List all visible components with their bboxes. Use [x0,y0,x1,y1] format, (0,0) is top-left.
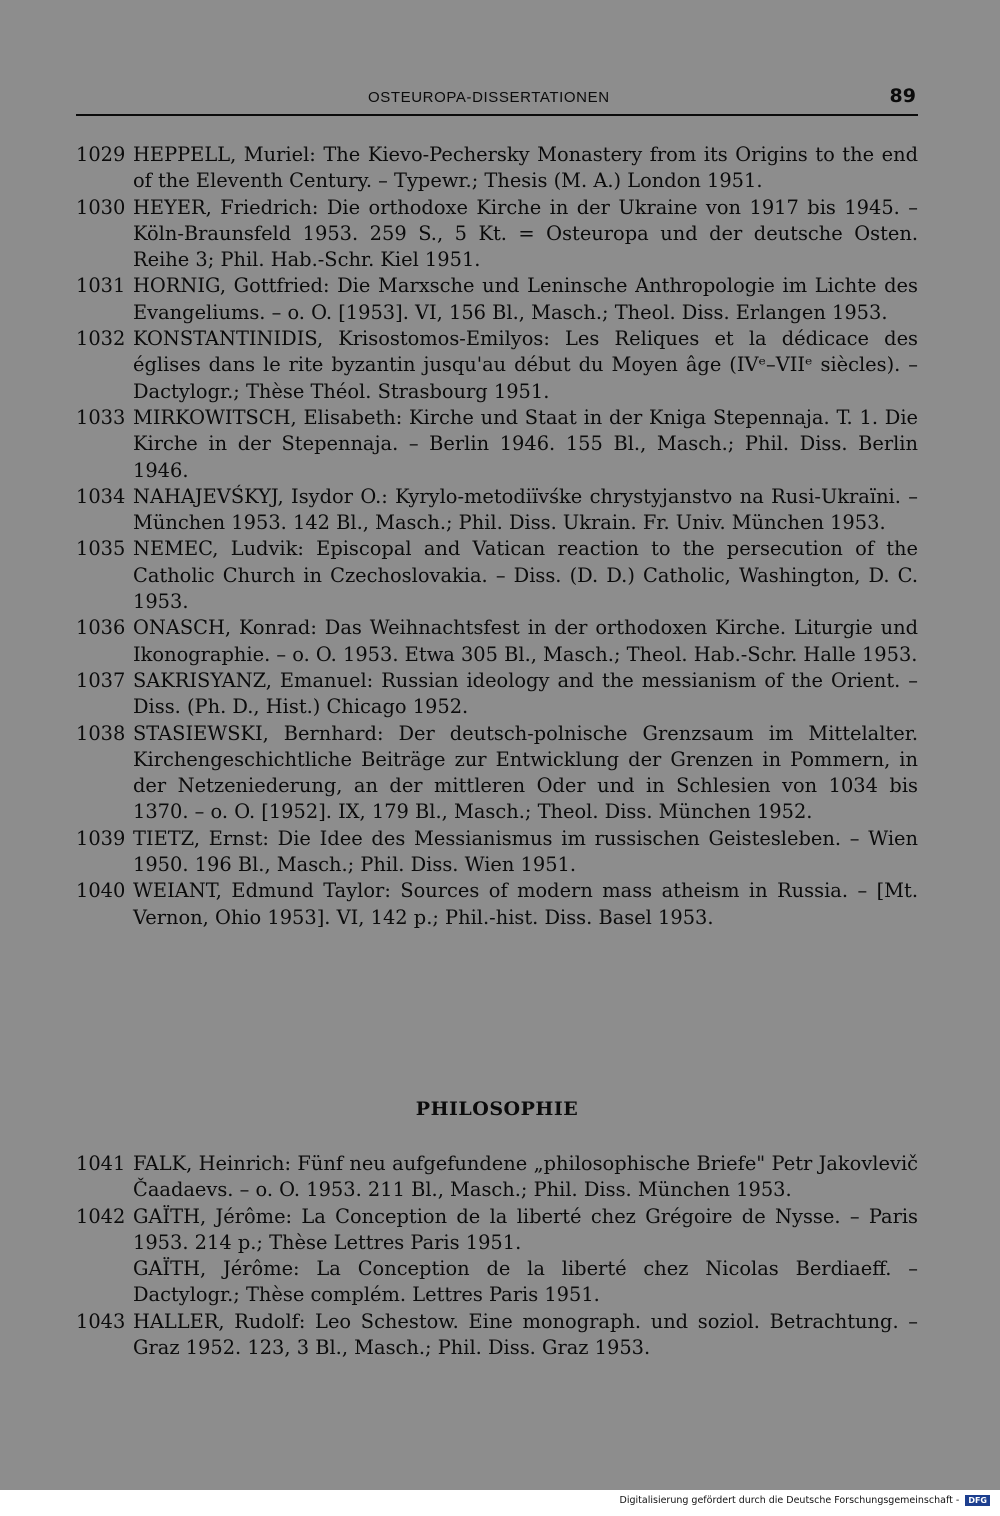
bibliography-entry [76,326,918,405]
bibliography-entry [76,1151,918,1204]
bibliography-entry [76,1204,918,1309]
entry-number: 1039 [76,826,126,850]
entry-number: 1030 [76,195,126,219]
entry-number: 1034 [76,484,126,508]
footer-text: Digitalisierung gefördert durch die Deutsche Forschungsgemeinschaft - [619,1495,960,1506]
philosophy-entry-list [76,1151,918,1361]
entry-text: ONASCH, Konrad: Das Weihnachtsfest in der orthodoxen Kirche. Liturgie und Ikonographie. – o. O. 1953. Etwa 305 Bl., Masch.; Theol. Hab.-Schr. Halle 1953. [133,616,918,666]
entry-number: 1037 [76,668,126,692]
entry-number: 1031 [76,274,126,298]
bibliography-entry [76,878,918,931]
bibliography-entry [76,1309,918,1362]
entry-text: WEIANT, Edmund Taylor: Sources of modern mass atheism in Russia. – [Mt. Vernon, Ohio 1953]. VI, 142 p.; Phil.-hist. Diss. Basel 1953. [133,879,918,929]
bibliography-entry [76,273,918,326]
bibliography-entry [76,142,918,195]
running-head: OSTEUROPA-DISSERTATIONEN [368,89,610,106]
bibliography-entry [76,195,918,274]
digitization-footer [620,1495,990,1506]
bibliography-entry [76,668,918,721]
entry-text: NAHAJEVŚKYJ, Isydor O.: Kyrylo-metodiïvśke chrystyjanstvo na Rusi-Ukraïni. – München 1953. 142 Bl., Masch.; Phil. Diss. Ukrain. Fr. Univ. München 1953. [133,484,918,535]
page-header [76,86,918,116]
entry-number: 1029 [76,143,126,166]
entry-text: FALK, Heinrich: Fünf neu aufgefundene „philosophische Briefe" Petr Jakovlevič Čaadaevs. – o. O. 1953. 211 Bl., Masch.; Phil. Diss. München 1953. [133,1152,918,1202]
entry-text: MIRKOWITSCH, Elisabeth: Kirche und Staat in der Kniga Stepennaja. T. 1. Die Kirche in der Stepennaja. – Berlin 1946. 155 Bl., Masch.; Phil. Diss. Berlin 1946. [133,405,918,482]
entry-number: 1035 [76,537,126,561]
entry-text: SAKRISYANZ, Emanuel: Russian ideology and the messianism of the Orient. – Diss. (Ph. D., Hist.) Chicago 1952. [133,668,918,719]
bibliography-entry [76,721,918,826]
bibliography-entry [76,484,918,537]
section-heading: PHILOSOPHIE [415,1098,579,1120]
entry-secondary-text: GAÏTH, Jérôme: La Conception de la liberté chez Nicolas Berdiaeff. – Dactylogr.; Thèse complém. Lettres Paris 1951. [133,1257,918,1307]
entry-text: TIETZ, Ernst: Die Idee des Messianismus im russischen Geistesleben. – Wien 1950. 196 Bl., Masch.; Phil. Diss. Wien 1951. [133,826,918,877]
page-number: 89 [889,85,916,107]
bibliography-entry [76,536,918,615]
entry-text: GAÏTH, Jérôme: La Conception de la liberté chez Grégoire de Nysse. – Paris 1953. 214 p.; Thèse Lettres Paris 1951. [133,1204,918,1254]
entry-number: 1033 [76,405,126,429]
entry-number: 1040 [76,879,126,903]
entry-number: 1036 [76,616,126,640]
entry-list [76,142,918,931]
bibliography-entry [76,615,918,668]
entry-text: NEMEC, Ludvik: Episcopal and Vatican reaction to the persecution of the Catholic Church in Czechoslovakia. – Diss. (D. D.) Catholic, Washington, D. C. 1953. [133,537,918,614]
entry-number: 1043 [76,1309,126,1333]
entry-text: KONSTANTINIDIS, Krisostomos-Emilyos: Les Reliques et la dédicace des églises dans le rite byzantin jusqu'au début du Moyen âge (IVᵉ–VIIᵉ siècles). – Dactylogr.; Thèse Théol. Strasbourg 1951. [133,327,918,403]
entry-text: STASIEWSKI, Bernhard: Der deutsch-polnische Grenzsaum im Mittelalter. Kirchengeschichtliche Beiträge zur Entwicklung der Grenzen in Pommern, in der Netzeniederung, an der mittleren Oder und in Schlesien von 1034 bis 1370. – o. O. [1952]. IX, 179 Bl., Masch.; Theol. Diss. München 1952. [133,721,918,824]
entry-number: 1042 [76,1204,126,1228]
bibliography-entry [76,826,918,879]
bibliography-entry [76,405,918,484]
entry-text: HEYER, Friedrich: Die orthodoxe Kirche in der Ukraine von 1917 bis 1945. – Köln-Braunsfeld 1953. 259 S., 5 Kt. = Osteuropa und der deutsche Osten. Reihe 3; Phil. Hab.-Schr. Kiel 1951. [133,195,918,272]
entry-text: HALLER, Rudolf: Leo Schestow. Eine monograph. und soziol. Betrachtung. – Graz 1952. 123, 3 Bl., Masch.; Phil. Diss. Graz 1953. [133,1309,918,1360]
entry-text: HORNIG, Gottfried: Die Marxsche und Leninsche Anthropologie im Lichte des Evangeliums. – o. O. [1953]. VI, 156 Bl., Masch.; Theol. Diss. Erlangen 1953. [133,274,918,324]
entry-number: 1032 [76,327,126,351]
entry-number: 1041 [76,1152,126,1175]
dfg-logo: DFG [965,1495,990,1506]
entry-number: 1038 [76,721,126,745]
entry-text: HEPPELL, Muriel: The Kievo-Pechersky Monastery from its Origins to the end of the Eleventh Century. – Typewr.; Thesis (M. A.) London 1951. [133,143,918,193]
